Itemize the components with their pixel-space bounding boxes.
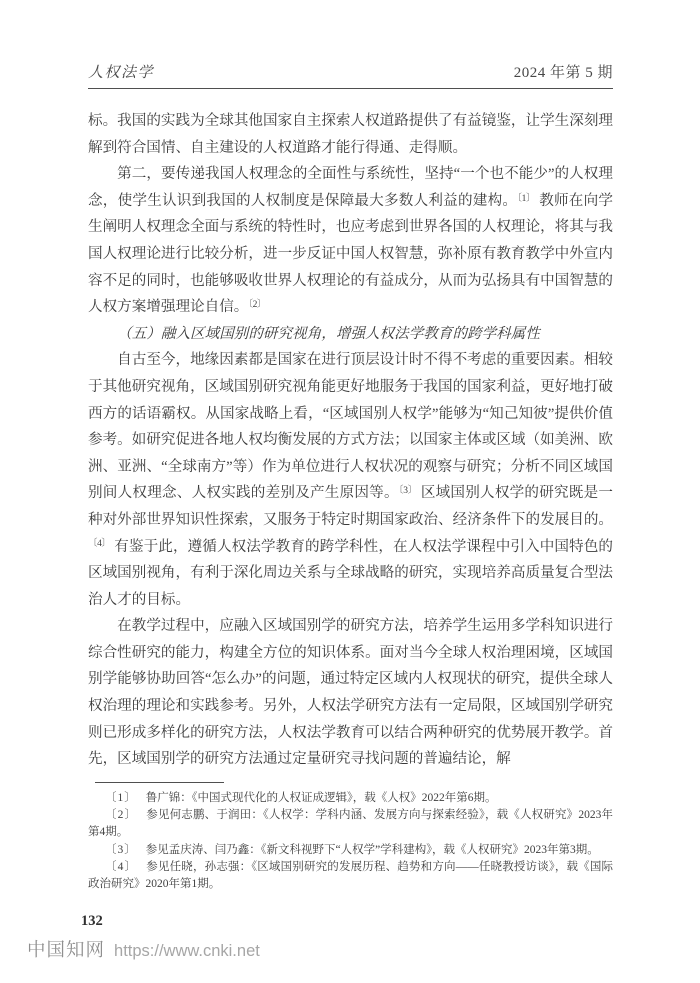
footnote-text: 参见孟庆涛、闫乃鑫：《新文科视野下“人权学”学科建构》，载《人权研究》2023年第3期。 [145, 843, 599, 856]
article-body [88, 108, 613, 773]
paragraph-text: 标。我国的实践为全球其他国家自主探索人权道路提供了有益镜鉴，让学生深刻理解到符合国情、自主建设的人权道路才能行得通、走得顺。 [88, 113, 613, 156]
watermark-brand: 中国知网 [27, 939, 106, 960]
footnote-marker: 〔2〕 [105, 809, 138, 822]
footnotes [88, 790, 613, 893]
cnki-watermark [27, 936, 260, 962]
paragraph-text: 区域国别人权学的研究既是一种对外部世界知识性探索，又服务于特定时期国家政治、经济条件下的发展目的。 [88, 485, 613, 528]
footnote-item [88, 859, 613, 893]
paragraph-continuation [88, 108, 613, 161]
journal-title: 人权法学 [88, 65, 155, 81]
paragraph-second-point [88, 161, 613, 321]
footnote-item [88, 790, 613, 807]
paragraph-geography [88, 347, 613, 613]
footnote-marker: 〔3〕 [105, 843, 137, 856]
paragraph-text: 在教学过程中，应融入区域国别学的研究方法，培养学生运用多学科知识进行综合性研究的能力，构建全方位的知识体系。面对当今全球人权治理困境，区域国别学能够协助回答“怎么办”的问题，通过特定区域内人权现状的研究，提供全球人权治理的理论和实践参考。另外，人权法学研究方法有一定局限，区域国别学研究则已形成多样化的研究方法，人权法学教育可以结合两种研究的优势展开教学。首先，区域国别学的研究方法通过定量研究寻找问题的普遍结论，解 [88, 618, 613, 768]
footnote-ref-1: 〔1〕 [517, 193, 536, 204]
footnote-marker: 〔4〕 [105, 860, 138, 873]
header-rule [88, 88, 613, 89]
footnote-item [88, 807, 613, 841]
footnote-separator [95, 782, 224, 783]
paragraph-text: 第二，要传递我国人权理念的全面性与系统性，坚持“一个也不能少”的人权理念，使学生认识到我国的人权制度是保障最大多数人利益的建构。 [88, 166, 613, 209]
footnote-ref-2: 〔2〕 [248, 299, 266, 310]
footnote-ref-3: 〔3〕 [398, 486, 417, 497]
footnote-item [88, 842, 613, 859]
paragraph-text: 教师在向学生阐明人权理念全面与系统的特性时，也应考虑到世界各国的人权理论，将其与我国人权理论进行比较分析，进一步反证中国人权智慧，弥补原有教育教学中外宣内容不足的同时，也能够吸收世界人权理论的有益成分，从而为弘扬具有中国智慧的人权方案增强理论自信。 [88, 192, 613, 316]
footnote-text: 参见何志鹏、于润田：《人权学：学科内涵、发展方向与探索经验》，载《人权研究》2023年第4期。 [88, 809, 614, 839]
watermark-url: https://www.cnki.net [114, 942, 260, 960]
paragraph-text: 有鉴于此，遵循人权法学教育的跨学科性，在人权法学课程中引入中国特色的区域国别视角，有利于深化周边关系与全球战略的研究，实现培养高质量复合型法治人才的目标。 [88, 538, 613, 608]
running-header [88, 61, 613, 82]
section-heading: （五）融入区域国别的研究视角，增强人权法学教育的跨学科属性 [117, 325, 540, 342]
issue-label: 2024 年第 5 期 [513, 65, 613, 81]
footnote-text: 参见任晓，孙志强：《区域国别研究的发展历程、趋势和方向——任晓教授访谈》，载《国际政治研究》2020年第1期。 [88, 860, 614, 891]
footnote-marker: 〔1〕 [105, 792, 137, 804]
footnote-ref-4: 〔4〕 [88, 539, 111, 550]
footnote-text: 鲁广锦：《中国式现代化的人权证成逻辑》，载《人权》2022年第6期。 [145, 792, 497, 804]
paragraph-text: 自古至今，地缘因素都是国家在进行顶层设计时不得不考虑的重要因素。相较于其他研究视角，区域国别研究视角能更好地服务于我国的国家利益，更好地打破西方的话语霸权。从国家战略上看，“区域国别人权学”能够为“知己知彼”提供价值参考。如研究促进各地人权均衡发展的方式方法；以国家主体或区域（如美洲、欧洲、亚洲、“全球南方”等）作为单位进行人权状况的观察与研究；分析不同区域国别间人权理念、人权实践的差别及产生原因等。 [88, 352, 613, 502]
page-number: 132 [81, 913, 103, 929]
paragraph-teaching [88, 613, 613, 773]
